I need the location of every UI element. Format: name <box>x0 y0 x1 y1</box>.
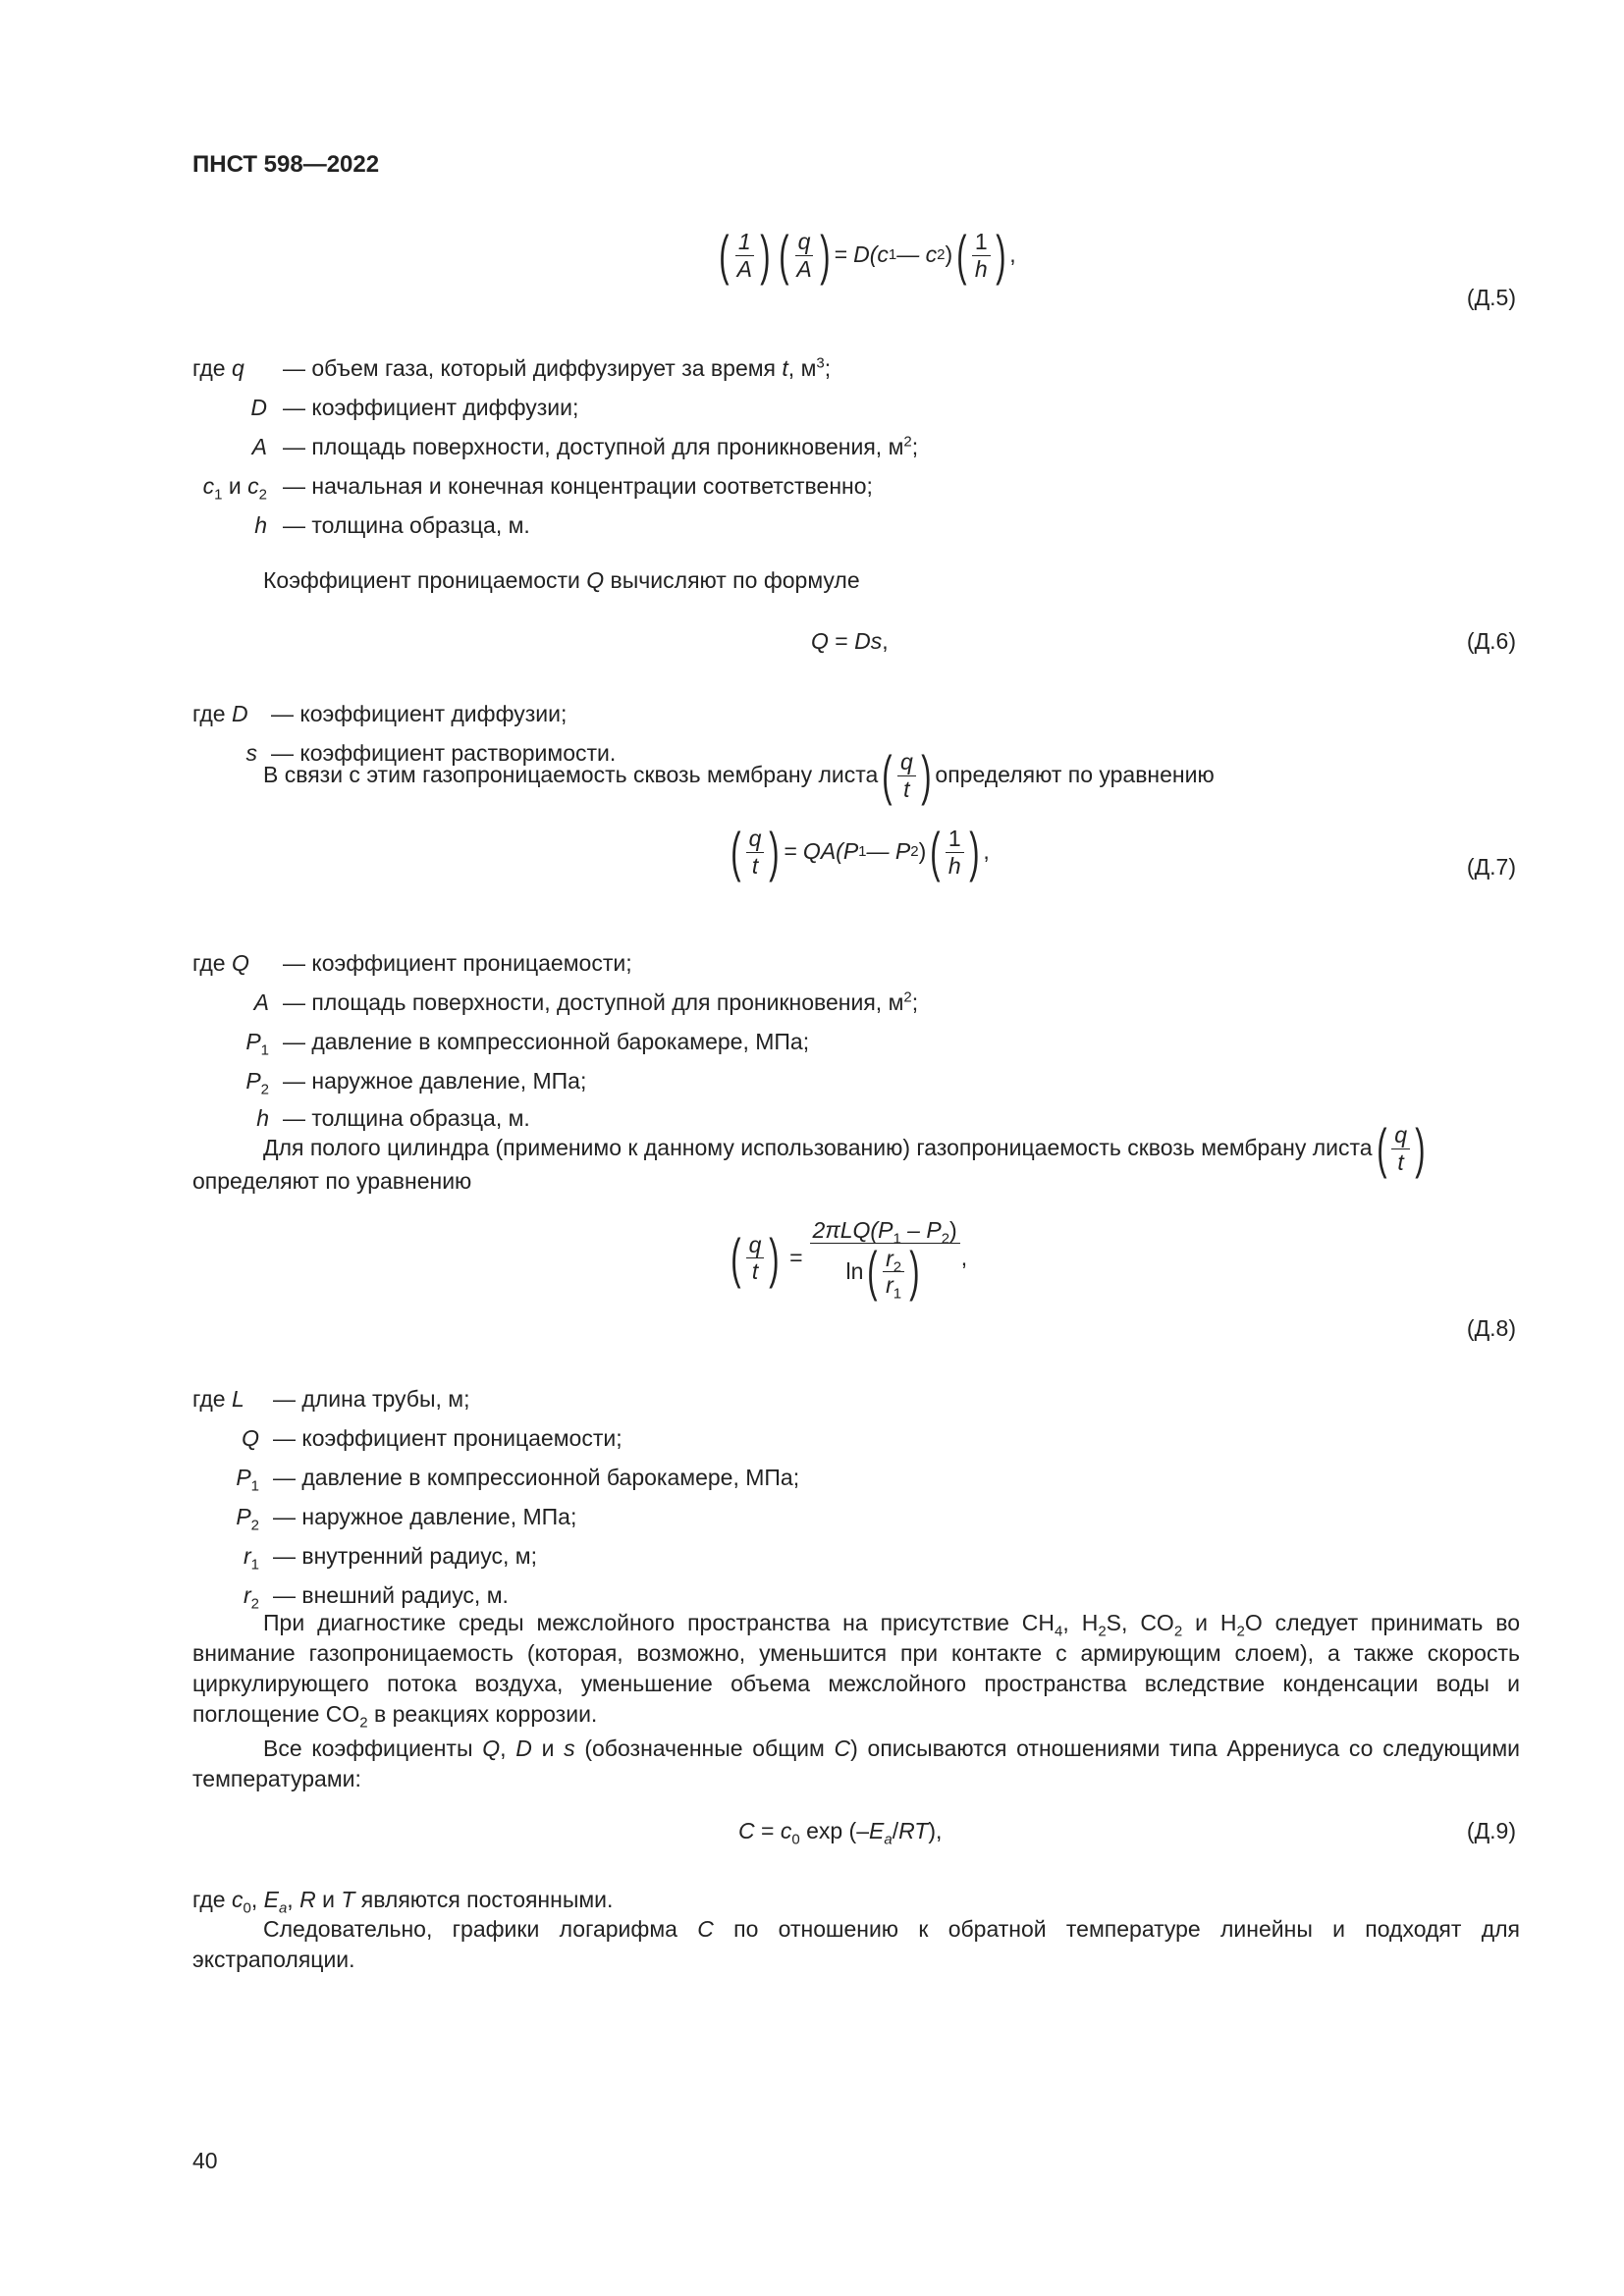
variable-symbol: $P_1$ <box>236 1465 259 1495</box>
variable-desc: — коэффициент растворимости. <box>271 740 617 766</box>
variable-desc: — длина трубы, м; <box>273 1386 470 1412</box>
variable-desc: — толщина образца, м. <box>283 1105 530 1131</box>
variable-symbol: $P_1$ <box>245 1029 269 1059</box>
equation-d8: ( $\frac{q}{t}$ ) = $2\pi LQ(P_1 - P_2)$ ln ( $\frac{r_2}{r_1}$ ) , <box>731 1217 968 1303</box>
variable-symbol: $r_1$ <box>243 1543 259 1574</box>
paren-icon: ( <box>719 224 730 286</box>
fraction: $\frac{1}{h}$ <box>946 826 964 879</box>
paragraph-log: Следовательно, графики логарифма C по отношению к обратной температуре линейны и подходят для экстраполяции. <box>192 1916 1520 1972</box>
equation-d5: ( $\frac{1}{A}$ ) ( $\frac{q}{A}$ ) = D(c 1 — c 2 ) ( $\frac{1}{h}$ ) , <box>719 224 1016 286</box>
paren-icon: ) <box>1415 1117 1426 1179</box>
variable-desc: — коэффициент диффузии; <box>271 701 568 726</box>
variable-desc: — толщина образца, м. <box>283 512 530 538</box>
paren-icon: ) <box>968 821 980 882</box>
paren-icon: ) <box>920 744 932 806</box>
paragraph: Коэффициент проницаемости Q вычисляют по формуле <box>263 567 860 593</box>
fraction: $\frac{1}{h}$ <box>972 229 991 282</box>
variable-desc: — внутренний радиус, м; <box>273 1543 537 1569</box>
paren-icon: ( <box>956 224 967 286</box>
variable-desc: — объем газа, который диффузирует за время t, $м^3$; <box>283 354 832 381</box>
paragraph-diagnostics: При диагностике среды межслойного пространства на присутствие $CH_4$, $H_2S$, $CO_2$ и $H_2O$ следует принимать во внимание газопроницаемость (которая, возможно, уменьшится при контакте с армирующим слоем), а также скорость циркулирующего потока воздуха, уменьшение объема межслойного пространства вследствие конденсации воды и поглощение $CO_2$ в реакциях коррозии. <box>192 1610 1520 1732</box>
paren-icon: ( <box>731 821 741 882</box>
fraction: $\frac{1}{A}$ <box>736 229 752 282</box>
variable-symbol: $c_1$ и $c_2$ <box>202 473 267 504</box>
document-id: ПНСТ 598—2022 <box>192 151 380 178</box>
equation-number: (Д.7) <box>1466 854 1516 880</box>
variable-desc: — коэффициент проницаемости; <box>273 1425 623 1451</box>
fraction: $\frac{r_2}{r_1}$ <box>883 1246 904 1299</box>
fraction: $2\pi LQ(P_1 - P_2)$ ln ( $\frac{r_2}{r_1}$ ) <box>810 1217 960 1299</box>
equation-number: (Д.9) <box>1466 1818 1516 1843</box>
constants-line: где $c_0$, $E_a$, R и T являются постоянными. <box>192 1887 614 1917</box>
variable-desc: — давление в компрессионной барокамере, МПа; <box>273 1465 800 1490</box>
equation-number: (Д.8) <box>1466 1315 1516 1341</box>
paren-icon: ) <box>760 224 771 286</box>
variable-desc: — коэффициент диффузии; <box>283 395 579 420</box>
variable-desc: — площадь поверхности, доступной для проникновения, $м^2$; <box>283 433 919 459</box>
paren-icon: ) <box>819 224 831 286</box>
variable-symbol: $P_2$ <box>236 1504 259 1534</box>
paren-icon: ) <box>769 821 780 882</box>
variable-symbol: A <box>253 989 269 1015</box>
variable-line: где Q <box>192 950 249 976</box>
paren-icon: ( <box>882 744 893 806</box>
variable-symbol: s <box>245 740 257 766</box>
equation-d7: ( $\frac{q}{t}$ ) = QA(P 1 — P 2 ) ( $\frac{1}{h}$ ) , <box>731 821 990 882</box>
variable-symbol: A <box>251 434 267 459</box>
variable-desc: — наружное давление, МПа; <box>273 1504 577 1529</box>
variable-line: где L <box>192 1386 244 1412</box>
paragraph: Для полого цилиндра (применимо к данному использованию) газопроницаемость сквозь мембрану листа ( $\frac{q}{t}$ ) <box>263 1117 1426 1179</box>
paren-icon: ) <box>769 1226 780 1289</box>
variable-desc: — давление в компрессионной барокамере, МПа; <box>283 1029 810 1054</box>
paren-icon: ( <box>867 1240 878 1303</box>
variable-desc: — площадь поверхности, доступной для проникновения, $м^2$; <box>283 988 919 1015</box>
paren-icon: ( <box>930 821 941 882</box>
fraction: $\frac{q}{t}$ <box>897 749 916 802</box>
fraction: $\frac{q}{t}$ <box>1391 1122 1410 1175</box>
paren-icon: ( <box>731 1226 741 1289</box>
paren-icon: ( <box>1376 1117 1387 1179</box>
paren-icon: ) <box>909 1240 920 1303</box>
variable-desc: — внешний радиус, м. <box>273 1582 509 1608</box>
fraction: $\frac{q}{A}$ <box>796 229 812 282</box>
paragraph: В связи с этим газопроницаемость сквозь мембрану листа ( $\frac{q}{t}$ ) определяют по уравнению <box>263 744 1215 806</box>
fraction: $\frac{q}{t}$ <box>746 1232 765 1285</box>
variable-symbol: Q <box>242 1425 259 1451</box>
variable-line: где q <box>192 355 244 381</box>
variable-symbol: $r_2$ <box>243 1582 259 1613</box>
variable-symbol: D <box>250 395 267 420</box>
paragraph-coefficients: Все коэффициенты Q, D и s (обозначенные общим C) описываются отношениями типа Аррениуса со следующими температурами: <box>192 1735 1521 1791</box>
paren-icon: ) <box>995 224 1006 286</box>
variable-line: где D <box>192 701 248 726</box>
variable-symbol: h <box>256 1105 269 1131</box>
equation-d9: $C = c_0$ $\exp (-E_a/RT)$, <box>738 1818 943 1848</box>
variable-desc: — наружное давление, МПа; <box>283 1068 587 1094</box>
variable-symbol: $P_2$ <box>245 1068 269 1098</box>
page-number: 40 <box>192 2148 218 2173</box>
equation-number: (Д.5) <box>1466 285 1516 310</box>
variable-desc: — начальная и конечная концентрации соответственно; <box>283 473 873 499</box>
fraction: $\frac{q}{t}$ <box>746 826 765 879</box>
paragraph: определяют по уравнению <box>192 1168 472 1194</box>
equation-d6: Q = Ds, <box>811 628 889 654</box>
equation-number: (Д.6) <box>1466 628 1516 654</box>
variable-desc: — коэффициент проницаемости; <box>283 950 632 976</box>
variable-symbol: h <box>254 512 267 538</box>
paren-icon: ( <box>778 224 789 286</box>
